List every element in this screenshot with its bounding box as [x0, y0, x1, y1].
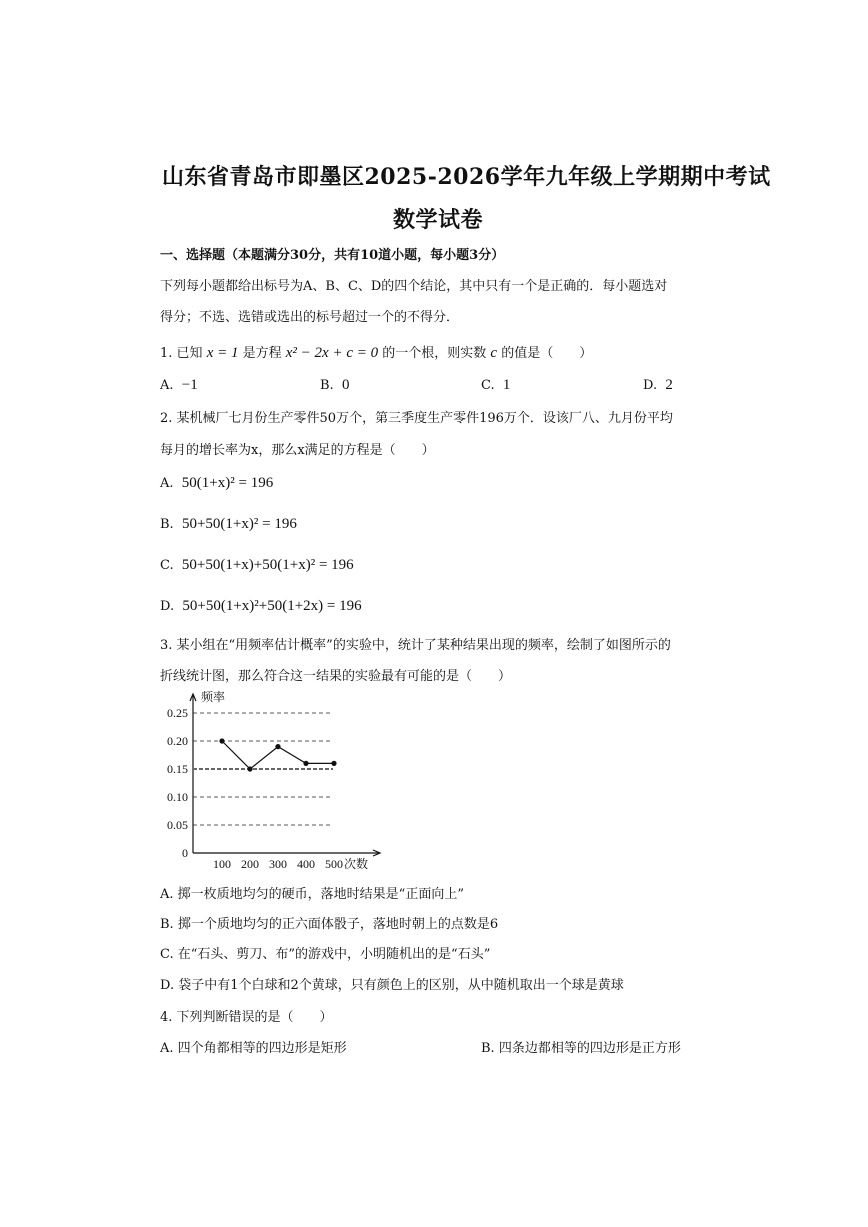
q4-line-1: 4. 下列判断错误的是（ ）	[160, 1010, 333, 1025]
x-axis-title: 次数	[344, 857, 369, 871]
q1-option-a: A. −1	[160, 377, 198, 393]
y-tick-label: 0.05	[167, 818, 188, 832]
x-tick-label: 100	[213, 857, 231, 871]
instruction-line-2: 得分；不选、选错或选出的标号超过一个的不得分．	[160, 310, 460, 325]
x-tick-label: 200	[241, 857, 259, 871]
q2-option-c: C. 50+50(1+x)+50(1+x)² = 196	[160, 557, 354, 573]
y-tick-label: 0	[182, 846, 188, 860]
q2-line-2: 每月的增长率为x，那么x满足的方程是（ ）	[160, 443, 435, 458]
q3-line-1: 3. 某小组在“用频率估计概率”的实验中，统计了某种结果出现的频率，绘制了如图所示的	[160, 638, 671, 653]
section-heading: 一、选择题（本题满分30分，共有10道小题，每小题3分）	[160, 248, 505, 263]
q1-option-c: C. 1	[481, 377, 511, 393]
q3-option-c: C. 在“石头、剪刀、布”的游戏中，小明随机出的是“石头”	[160, 947, 491, 962]
q3-option-a: A. 掷一枚质地均匀的硬币，落地时结果是“正面向上”	[160, 887, 464, 902]
q1-option-d: D. 2	[643, 377, 673, 393]
data-point	[303, 761, 308, 766]
q1-mid: 是方程	[242, 346, 282, 361]
data-point	[275, 744, 280, 749]
q2-option-a: A. 50(1+x)² = 196	[160, 475, 274, 491]
q2-option-b: B. 50+50(1+x)² = 196	[160, 516, 297, 532]
q2-line-1: 2. 某机械厂七月份生产零件50万个，第三季度生产零件196万个．设该厂八、九月份平均	[160, 411, 673, 426]
q1-equation: x² − 2x + c = 0	[285, 345, 379, 361]
q1-prefix: 1. 已知	[160, 346, 203, 361]
q2-option-d: D. 50+50(1+x)²+50(1+2x) = 196	[160, 598, 362, 614]
frequency-line-chart	[150, 685, 390, 875]
question-1	[160, 342, 592, 362]
y-tick-label: 0.25	[167, 706, 188, 720]
y-tick-label: 0.20	[167, 734, 188, 748]
q3-option-b: B. 掷一个质地均匀的正六面体骰子，落地时朝上的点数是6	[160, 917, 499, 932]
q4-option-b: B. 四条边都相等的四边形是正方形	[481, 1041, 681, 1056]
x-tick-label: 300	[269, 857, 287, 871]
y-tick-label: 0.10	[167, 790, 188, 804]
q3-line-2: 折线统计图，那么符合这一结果的实验最有可能的是（ ）	[160, 669, 512, 684]
data-point	[331, 761, 336, 766]
y-tick-label: 0.15	[167, 762, 188, 776]
q1-var: c	[490, 345, 498, 361]
x-tick-label: 500	[325, 857, 343, 871]
q1-end: 的值是（ ）	[501, 346, 593, 361]
page-subtitle: 数学试卷	[393, 207, 484, 233]
q3-option-d: D. 袋子中有1个白球和2个黄球，只有颜色上的区别，从中随机取出一个球是黄球	[160, 978, 624, 993]
q1-suffix: 的一个根，则实数	[382, 346, 487, 361]
data-point	[247, 766, 252, 771]
x-tick-label: 400	[297, 857, 315, 871]
q1-given: x = 1	[206, 345, 239, 361]
q4-option-a: A. 四个角都相等的四边形是矩形	[160, 1041, 347, 1056]
q1-option-b: B. 0	[320, 377, 350, 393]
instruction-line-1: 下列每小题都给出标号为A、B、C、D的四个结论，其中只有一个是正确的．每小题选对	[160, 279, 668, 294]
y-axis-title: 频率	[201, 690, 226, 704]
data-point	[219, 738, 224, 743]
page-title: 山东省青岛市即墨区2025-2026学年九年级上学期期中考试	[162, 164, 771, 190]
